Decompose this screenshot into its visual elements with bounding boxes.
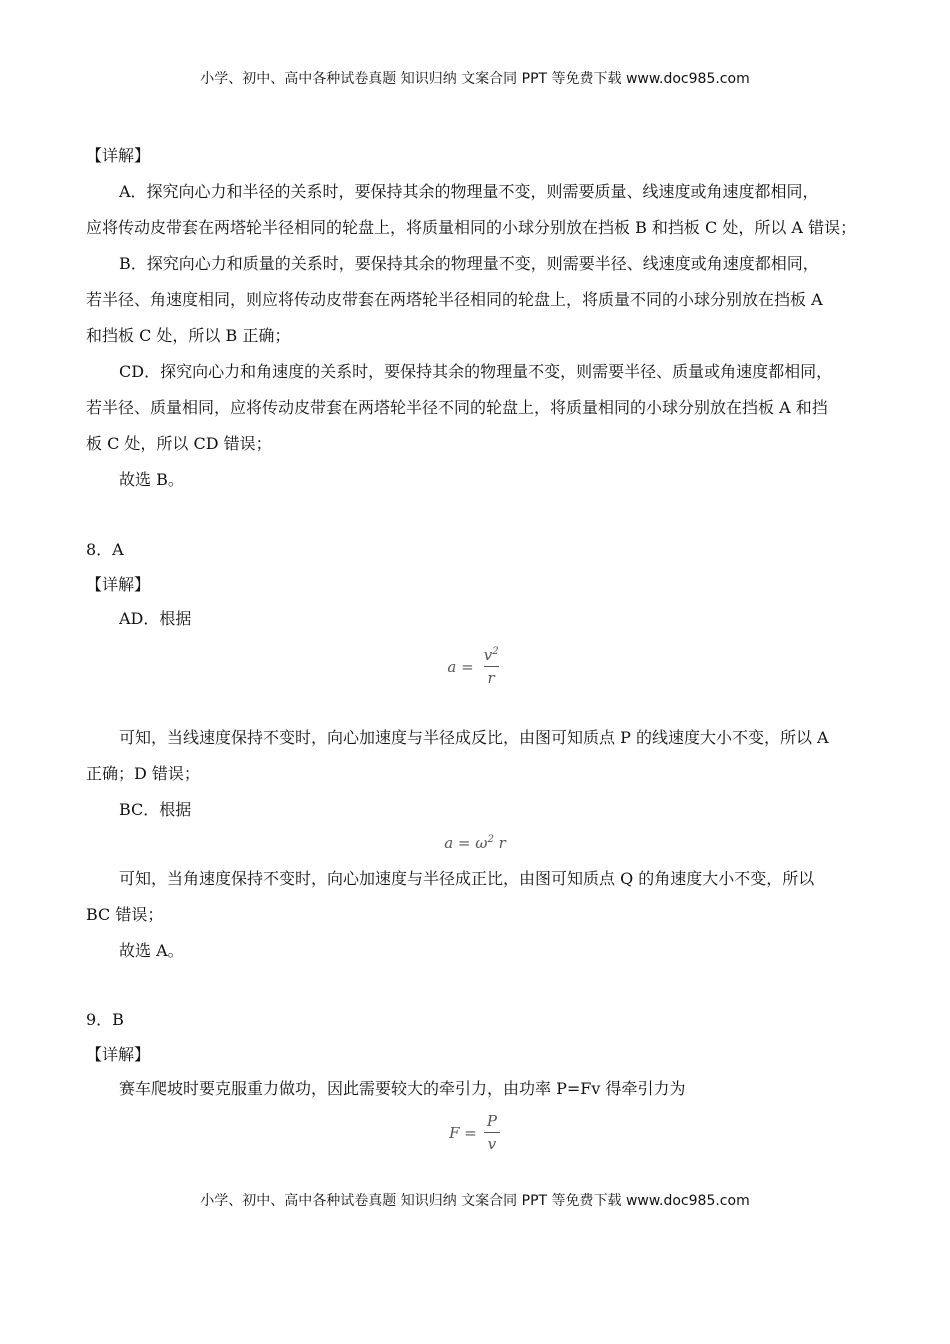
- page-header: 小学、初中、高中各种试卷真题 知识归纳 文案合同 PPT 等免费下载 www.doc985.com: [200, 71, 750, 87]
- eq2-tail: r: [498, 834, 506, 852]
- q8-line-4: BC 错误；: [86, 905, 164, 924]
- q9-detail-heading: 【详解】: [86, 1045, 151, 1064]
- q7-line-6: CD．探究向心力和角速度的关系时，要保持其余的物理量不变，则需要半径、质量或角速度都相同，: [119, 362, 833, 381]
- q8-equation-2: [0, 834, 950, 852]
- q7-line-7: 若半径、质量相同，应将传动皮带套在两塔轮半径不同的轮盘上，将质量相同的小球分别放在挡板 A 和挡: [86, 398, 828, 417]
- eq2-exponent: 2: [487, 834, 494, 845]
- eq2-main: a = ω: [444, 834, 488, 852]
- eq3-lhs: F =: [449, 1123, 477, 1142]
- q8-line-3: 可知，当角速度保持不变时，向心加速度与半径成正比，由图可知质点 Q 的角速度大小不变，所以: [119, 869, 815, 888]
- q7-line-5: 和挡板 C 处，所以 B 正确；: [86, 326, 291, 345]
- q7-line-3: B．探究向心力和质量的关系时，要保持其余的物理量不变，则需要半径、线速度或角速度都相同，: [119, 254, 819, 273]
- eq1-numerator-exponent: 2: [492, 646, 499, 657]
- eq1-lhs: a =: [447, 657, 474, 676]
- q7-answer-choice: 故选 B。: [119, 470, 184, 489]
- q7-detail-heading: 【详解】: [86, 146, 151, 165]
- q7-line-8: 板 C 处，所以 CD 错误；: [86, 434, 272, 453]
- q8-title: 8．A: [86, 540, 124, 559]
- q9-equation: [0, 1112, 950, 1153]
- q7-line-1: A．探究向心力和半径的关系时，要保持其余的物理量不变，则需要质量、线速度或角速度都相同，: [119, 182, 819, 201]
- q8-answer-choice: 故选 A。: [119, 941, 184, 960]
- page-footer: 小学、初中、高中各种试卷真题 知识归纳 文案合同 PPT 等免费下载 www.doc985.com: [200, 1193, 750, 1209]
- q7-line-4: 若半径、角速度相同，则应将传动皮带套在两塔轮半径相同的轮盘上，将质量不同的小球分别放在挡板 A: [86, 290, 823, 309]
- q8-bc-label: BC．根据: [119, 800, 192, 819]
- q8-line-1: 可知，当线速度保持不变时，向心加速度与半径成反比，由图可知质点 P 的线速度大小不变，所以 A: [119, 728, 829, 747]
- q8-equation-1: [0, 646, 950, 687]
- eq1-numerator: v: [483, 646, 493, 664]
- q8-line-2: 正确；D 错误；: [86, 764, 200, 783]
- eq3-numerator: P: [486, 1112, 497, 1130]
- q9-line-1: 赛车爬坡时要克服重力做功，因此需要较大的牵引力，由功率 P=Fv 得牵引力为: [119, 1079, 686, 1098]
- q7-line-2: 应将传动皮带套在两塔轮半径相同的轮盘上，将质量相同的小球分别放在挡板 B 和挡板 C 处，所以 A 错误；: [86, 218, 857, 237]
- q9-title: 9．B: [86, 1010, 124, 1029]
- eq1-denominator: r: [484, 666, 499, 687]
- q8-ad-label: AD．根据: [119, 609, 192, 628]
- q8-detail-heading: 【详解】: [86, 575, 151, 594]
- eq3-denominator: v: [484, 1132, 500, 1153]
